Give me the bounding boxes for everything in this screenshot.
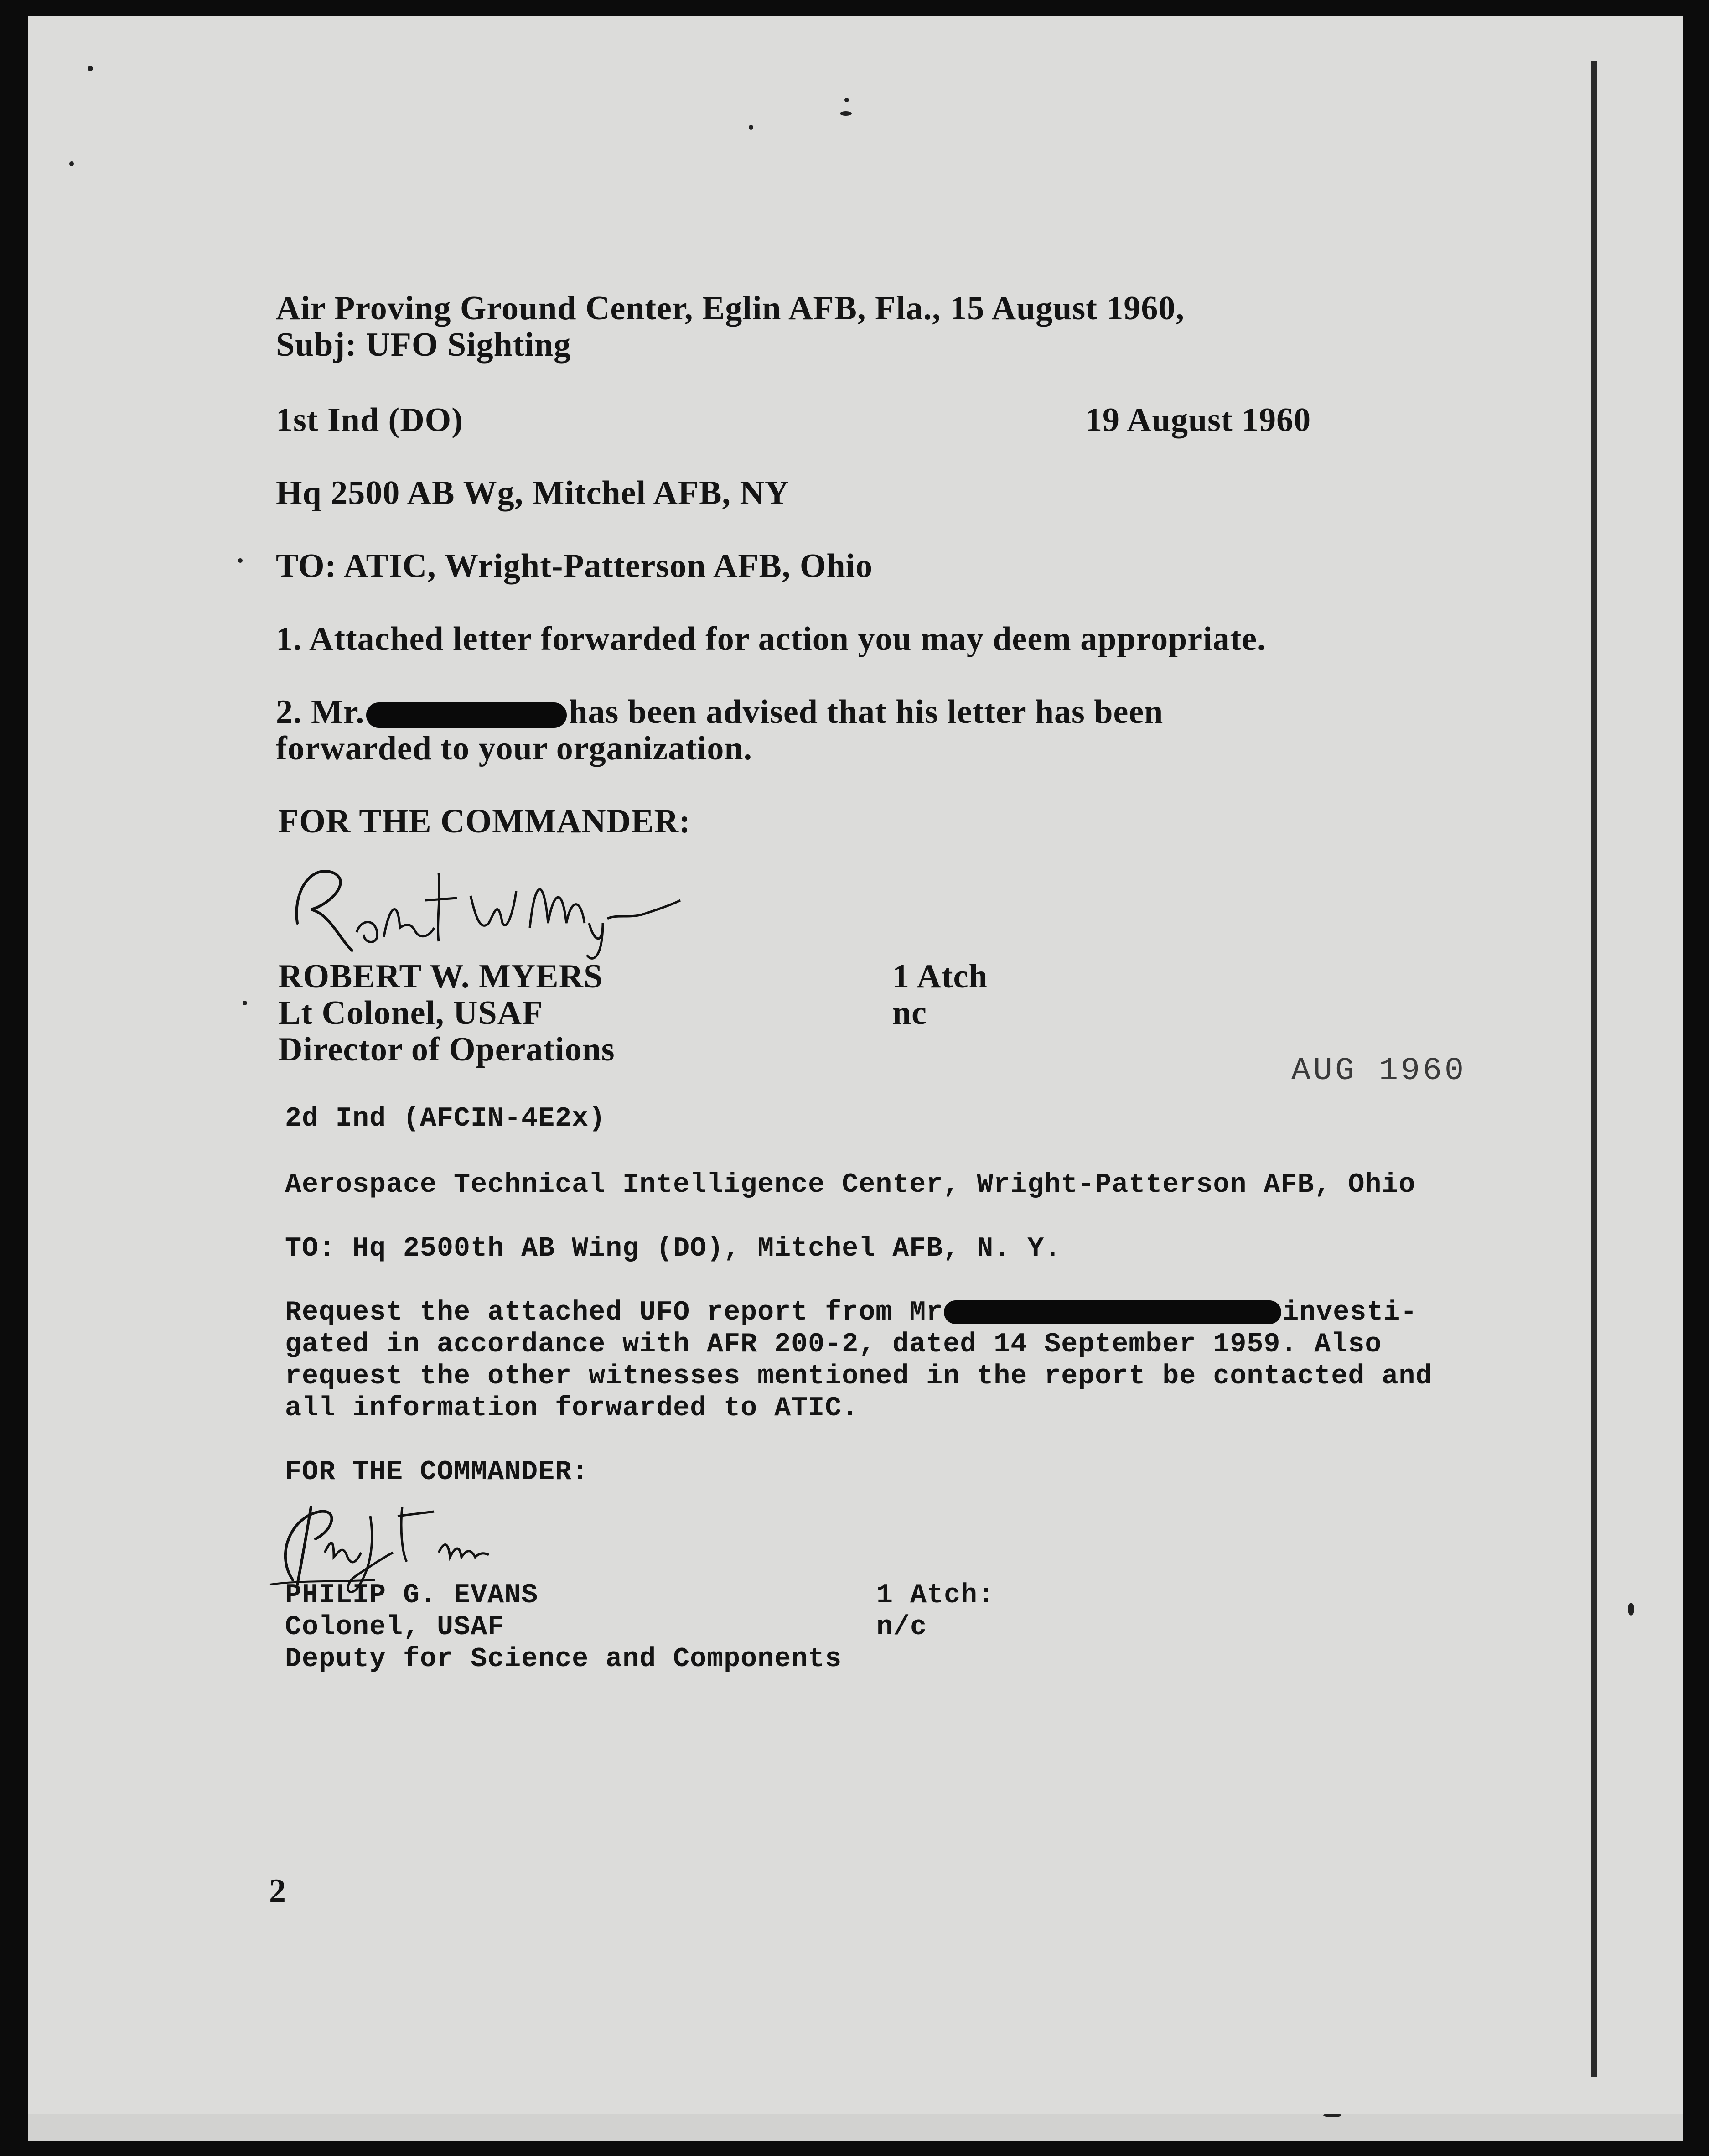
second-indorsement-label: 2d Ind (AFCIN-4E2x) bbox=[285, 1103, 606, 1134]
for-the-commander-1: FOR THE COMMANDER: bbox=[278, 803, 691, 840]
signer-name-2: PHILIP G. EVANS bbox=[285, 1580, 539, 1611]
first-indorsement-label: 1st Ind (DO) bbox=[276, 401, 463, 439]
request-line-4: all information forwarded to ATIC. bbox=[285, 1393, 859, 1424]
speck-mark bbox=[69, 161, 74, 166]
for-the-commander-2: FOR THE COMMANDER: bbox=[285, 1457, 589, 1488]
request-line-1 bbox=[285, 1297, 1417, 1328]
header-line: Air Proving Ground Center, Eglin AFB, Fla., 15 August 1960, bbox=[276, 290, 1185, 327]
subject-line: Subj: UFO Sighting bbox=[276, 326, 571, 364]
attachment-note-2: n/c bbox=[876, 1612, 927, 1643]
speck-mark bbox=[1323, 2114, 1341, 2117]
signature-myers bbox=[284, 855, 694, 964]
paragraph-2-start: 2. Mr. bbox=[276, 693, 365, 731]
paragraph-2-line-1 bbox=[276, 693, 1163, 732]
signer-title-2: Deputy for Science and Components bbox=[285, 1644, 842, 1675]
second-indorsement-to: TO: Hq 2500th AB Wing (DO), Mitchel AFB, N. Y. bbox=[285, 1233, 1062, 1264]
redaction-bar bbox=[366, 702, 567, 728]
speck-mark bbox=[1628, 1603, 1634, 1616]
second-indorsement-from: Aerospace Technical Intelligence Center, Wright-Patterson AFB, Ohio bbox=[285, 1169, 1416, 1200]
redaction-bar bbox=[944, 1300, 1281, 1324]
signer-title-1: Director of Operations bbox=[278, 1031, 615, 1068]
request-line-2: gated in accordance with AFR 200-2, dated 14 September 1959. Also bbox=[285, 1329, 1382, 1360]
speck-mark bbox=[844, 98, 849, 102]
speck-mark bbox=[840, 111, 852, 116]
attachment-note-1: nc bbox=[892, 994, 927, 1032]
attachment-count-1: 1 Atch bbox=[892, 958, 988, 995]
page-number: 2 bbox=[269, 1872, 286, 1910]
speck-mark bbox=[88, 66, 93, 71]
paragraph-1: 1. Attached letter forwarded for action you may deem appropriate. bbox=[276, 620, 1266, 658]
speck-mark bbox=[238, 558, 243, 563]
first-indorsement-to: TO: ATIC, Wright-Patterson AFB, Ohio bbox=[276, 547, 873, 585]
request-end: investi- bbox=[1282, 1297, 1418, 1328]
signer-name-1: ROBERT W. MYERS bbox=[278, 958, 603, 995]
attachment-count-2: 1 Atch: bbox=[876, 1580, 995, 1611]
document-paper bbox=[28, 16, 1683, 2141]
paragraph-2-line-2: forwarded to your organization. bbox=[276, 730, 752, 767]
received-stamp: AUG 1960 bbox=[1291, 1053, 1467, 1089]
speck-mark bbox=[749, 125, 753, 130]
speck-mark bbox=[243, 1001, 247, 1005]
signer-rank-1: Lt Colonel, USAF bbox=[278, 994, 544, 1032]
request-line-3: request the other witnesses mentioned in the report be contacted and bbox=[285, 1361, 1433, 1392]
request-start: Request the attached UFO report from Mr bbox=[285, 1297, 943, 1328]
first-indorsement-from: Hq 2500 AB Wg, Mitchel AFB, NY bbox=[276, 474, 790, 512]
first-indorsement-date: 19 August 1960 bbox=[1085, 401, 1311, 439]
paper-bottom-edge bbox=[28, 2114, 1683, 2141]
paragraph-2-end: has been advised that his letter has been bbox=[569, 693, 1164, 731]
right-edge-rule bbox=[1591, 61, 1597, 2077]
signer-rank-2: Colonel, USAF bbox=[285, 1612, 505, 1643]
